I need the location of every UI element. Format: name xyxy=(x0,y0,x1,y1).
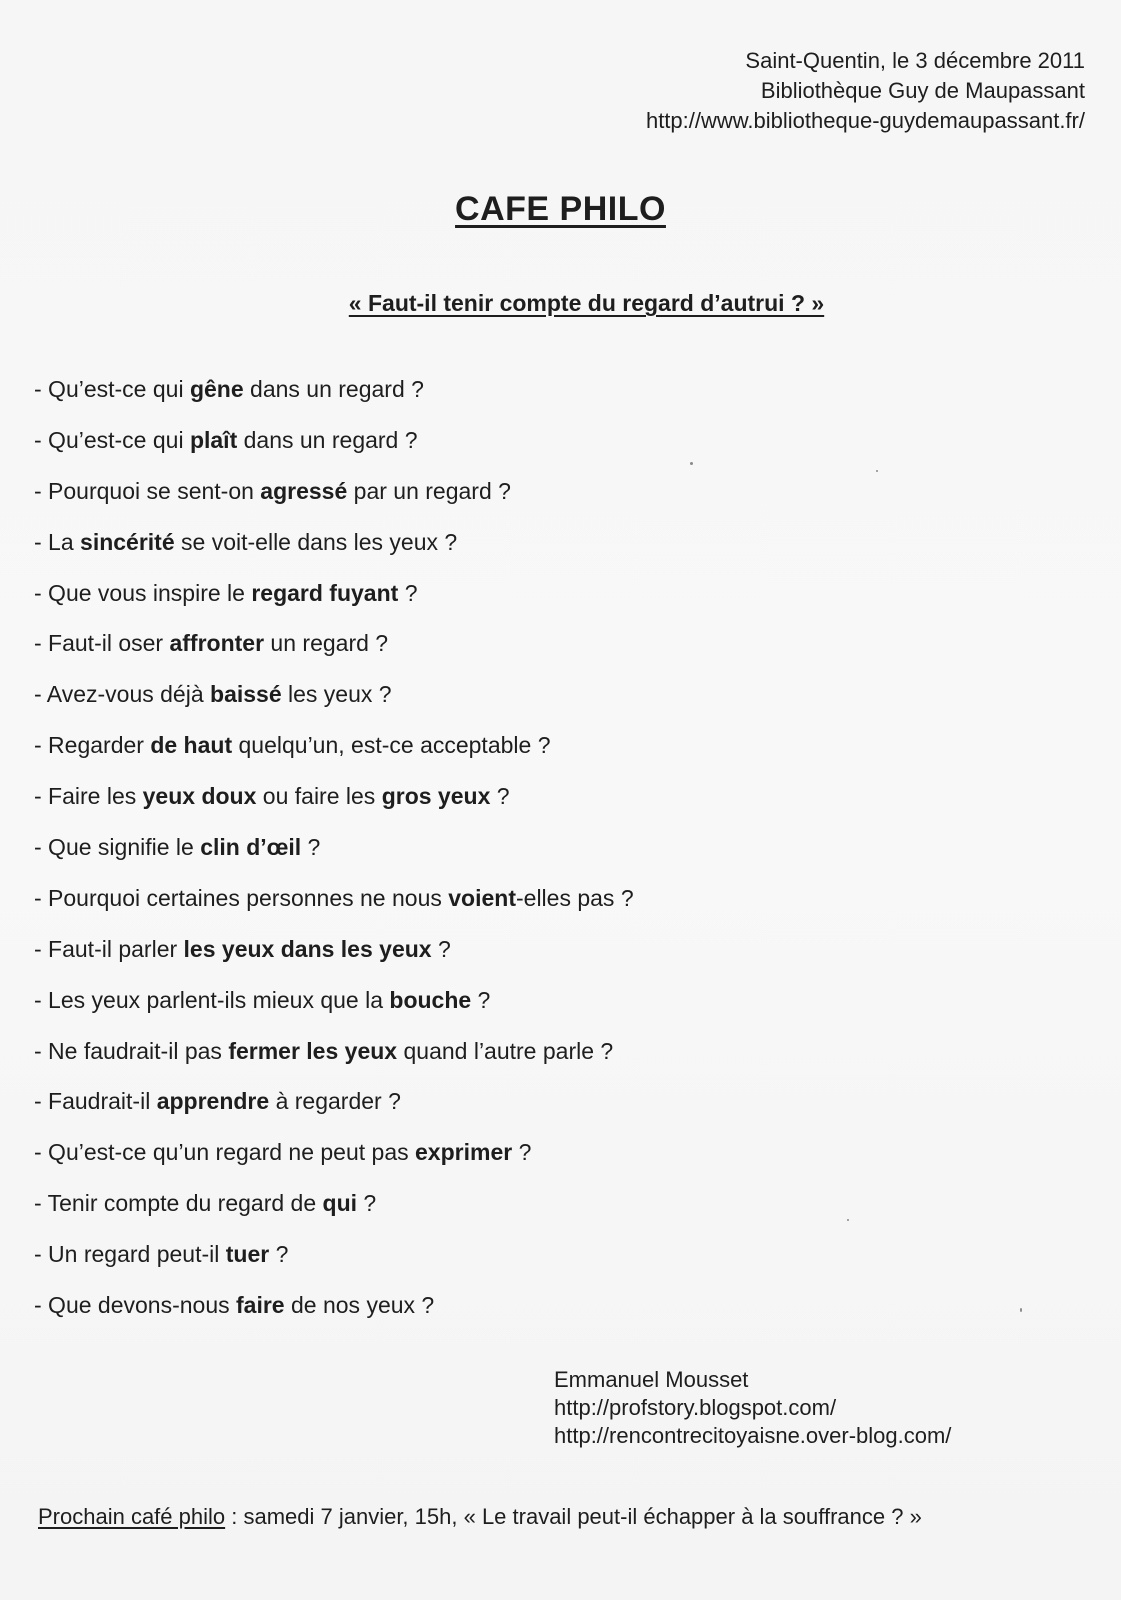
question-item xyxy=(34,1035,634,1086)
author-block xyxy=(554,1366,951,1450)
question-text: ? xyxy=(357,1190,377,1217)
question-keyword: plaît xyxy=(189,426,238,453)
question-keyword: regard fuyant xyxy=(251,579,399,606)
question-text: se voit-elle dans les yeux ? xyxy=(174,528,458,555)
question-text: à regarder ? xyxy=(269,1088,401,1115)
author-blog-link-1: http://profstory.blogspot.com/ xyxy=(554,1395,837,1420)
question-text: - Que vous inspire le xyxy=(34,579,252,606)
author-name: Emmanuel Mousset xyxy=(554,1367,749,1392)
question-item xyxy=(34,475,634,526)
next-session-label: Prochain café philo xyxy=(38,1504,226,1529)
header-block xyxy=(646,46,1085,136)
question-keyword: gêne xyxy=(189,376,244,402)
question-text: - Pourquoi certaines personnes ne nous xyxy=(34,884,449,911)
question-text: quand l’autre parle ? xyxy=(397,1037,614,1064)
question-text: -elles pas ? xyxy=(516,884,634,911)
question-text: ? xyxy=(269,1241,289,1268)
question-keyword: agressé xyxy=(260,477,348,504)
library-name: Bibliothèque Guy de Maupassant xyxy=(760,78,1085,103)
question-text: - Faudrait-il xyxy=(34,1088,157,1115)
question-text: - Pourquoi se sent-on xyxy=(34,477,261,504)
question-item xyxy=(34,577,634,628)
question-item xyxy=(34,882,634,933)
question-text: - Avez-vous déjà xyxy=(34,681,211,708)
question-text: de nos yeux ? xyxy=(284,1292,435,1319)
question-item xyxy=(34,373,634,424)
question-keyword: bouche xyxy=(389,986,472,1013)
author-blog-link-2: http://rencontrecitoyaisne.over-blog.com/ xyxy=(554,1423,952,1448)
question-keyword: tuer xyxy=(225,1241,270,1268)
question-text: quelqu’un, est-ce acceptable ? xyxy=(232,732,551,759)
question-text: ? xyxy=(471,986,491,1013)
scan-speck xyxy=(876,470,878,472)
next-session-notice xyxy=(38,1504,922,1530)
question-text: ? xyxy=(301,834,321,861)
question-text: dans un regard ? xyxy=(237,426,418,453)
question-text: - Qu’est-ce qui xyxy=(34,376,190,402)
question-item xyxy=(34,526,634,577)
question-text: ? xyxy=(431,935,451,962)
question-text: - Faut-il oser xyxy=(34,630,170,657)
question-keyword: faire xyxy=(236,1292,285,1319)
place-date: Saint-Quentin, le 3 décembre 2011 xyxy=(745,48,1085,73)
scan-speck xyxy=(1020,1308,1022,1312)
question-item xyxy=(34,1289,634,1340)
page-subtitle: « Faut-il tenir compte du regard d’autrui ? » xyxy=(348,290,825,316)
question-keyword: apprendre xyxy=(156,1088,270,1115)
question-keyword: sincérité xyxy=(80,528,175,555)
question-text: - Qu’est-ce qu’un regard ne peut pas xyxy=(34,1139,416,1166)
question-item xyxy=(34,984,634,1035)
question-text: - Tenir compte du regard de xyxy=(34,1190,323,1217)
question-list xyxy=(34,373,634,1340)
question-item xyxy=(34,831,634,882)
question-text: - Qu’est-ce qui xyxy=(34,426,190,453)
question-keyword: de haut xyxy=(150,732,233,759)
question-text: un regard ? xyxy=(264,630,389,657)
question-keyword: qui xyxy=(322,1190,358,1217)
question-item xyxy=(34,424,634,475)
question-text: - Ne faudrait-il pas xyxy=(34,1037,229,1064)
question-keyword: gros yeux xyxy=(381,783,491,810)
question-text: par un regard ? xyxy=(347,477,511,504)
question-item xyxy=(34,627,634,678)
question-text: - Faire les xyxy=(34,783,143,810)
question-keyword: fermer les yeux xyxy=(228,1037,398,1064)
question-text: ? xyxy=(512,1139,532,1166)
question-text: ou faire les xyxy=(256,783,382,810)
question-item xyxy=(34,1238,634,1289)
question-item xyxy=(34,780,634,831)
question-text: - Que signifie le xyxy=(34,834,201,861)
question-item xyxy=(34,729,634,780)
question-keyword: affronter xyxy=(169,630,265,657)
question-text: les yeux ? xyxy=(281,681,392,708)
question-text: - Les yeux parlent-ils mieux que la xyxy=(34,986,390,1013)
question-keyword: les yeux dans les yeux xyxy=(183,935,432,962)
question-item xyxy=(34,1136,634,1187)
question-text: ? xyxy=(398,579,418,606)
question-keyword: voient xyxy=(448,884,516,911)
page-title: CAFE PHILO xyxy=(455,190,666,228)
question-item xyxy=(34,1085,634,1136)
question-keyword: clin d’œil xyxy=(200,834,302,861)
question-text: - Faut-il parler xyxy=(34,935,184,962)
question-text: - La xyxy=(34,528,81,555)
question-keyword: yeux doux xyxy=(142,783,257,810)
question-text: ? xyxy=(490,783,510,810)
question-item xyxy=(34,933,634,984)
question-text: - Un regard peut-il xyxy=(34,1241,226,1268)
question-keyword: baissé xyxy=(210,681,282,708)
library-url: http://www.bibliotheque-guydemaupassant.fr/ xyxy=(645,108,1085,133)
scan-speck xyxy=(847,1219,849,1221)
question-item xyxy=(34,1187,634,1238)
scan-speck xyxy=(690,462,693,465)
question-text: dans un regard ? xyxy=(243,376,424,402)
next-session-text: : samedi 7 janvier, 15h, « Le travail peut-il échapper à la souffrance ? » xyxy=(225,1504,922,1529)
question-keyword: exprimer xyxy=(415,1139,513,1166)
question-text: - Regarder xyxy=(34,732,151,759)
question-item xyxy=(34,678,634,729)
question-text: - Que devons-nous xyxy=(34,1292,237,1319)
